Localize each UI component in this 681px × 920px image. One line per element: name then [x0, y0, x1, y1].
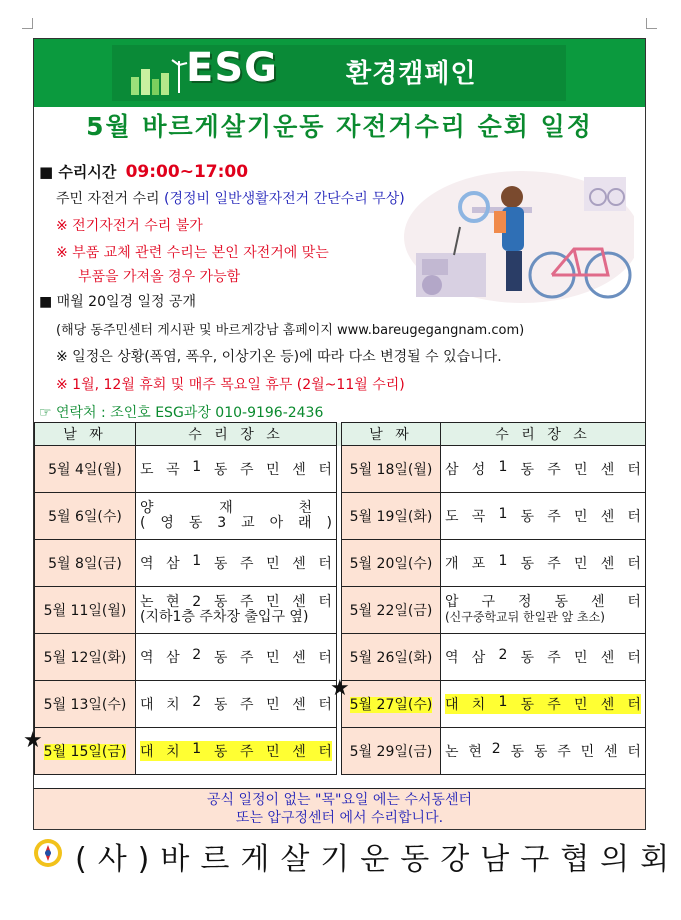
place-char: 동 [520, 650, 535, 666]
place-text [140, 595, 332, 610]
schedule-notice: ■ 매월 20일경 일정 공개 [39, 294, 197, 310]
esg-logo: ESG [186, 45, 278, 91]
change-notice: ※ 일정은 상황(폭염, 폭우, 이상기온 등)에 따라 다소 변경될 수 있습니다. [56, 349, 502, 365]
place-char: 래 [298, 515, 312, 531]
place-cell-highlighted [441, 681, 646, 728]
place-char: 1 [498, 459, 508, 475]
place-text [445, 506, 641, 526]
place-char: 2 [491, 741, 501, 757]
table-row [35, 587, 646, 634]
place-char: 동 [188, 515, 203, 531]
place-text [445, 741, 641, 761]
place-char: 동 [520, 509, 535, 525]
page-corner-mark [646, 18, 657, 29]
place-char: 역 [140, 650, 154, 666]
place-char: 동 [213, 650, 228, 666]
place-char: 압 [445, 594, 459, 610]
note-parts-line1: ※ 부품 교체 관련 수리는 본인 자전거에 맞는 [56, 245, 329, 261]
place-char: 센 [600, 697, 615, 713]
place-char: 성 [471, 462, 486, 478]
place-char: 대 [140, 744, 154, 760]
place-char: 주 [239, 744, 254, 760]
footer-line1: 공식 일정이 없는 "목"요일 에는 수서동센터 [206, 792, 473, 808]
date-cell: 5월 4일(월) [35, 446, 136, 493]
place-char: 센 [604, 744, 618, 760]
place-cell [136, 681, 337, 728]
place-sub-text: (지하1층 주차장 출입구 옆) [140, 609, 309, 625]
star-icon: ★ [330, 676, 350, 701]
place-char: 주 [547, 509, 561, 525]
place-char: 터 [318, 697, 332, 713]
place-sub-text: (신구중학교뒤 한일관 앞 초소) [445, 610, 605, 624]
place-char: 곡 [166, 462, 180, 478]
date-cell-highlighted [35, 728, 136, 775]
place-cell [136, 540, 337, 587]
esg-banner [34, 39, 645, 107]
note-parts-line2: 부품을 가져올 경우 가능함 [78, 269, 241, 285]
place-char: 센 [600, 650, 615, 666]
service-detail: (경정비 일반생활자전거 간단수리 무상) [164, 191, 405, 207]
place-char: 치 [166, 697, 180, 713]
page-corner-mark [22, 18, 33, 29]
place-char: 주 [557, 744, 571, 760]
place-char: 주 [239, 556, 254, 572]
header-place-left: 수 리 장 소 [136, 423, 337, 446]
place-char: 삼 [166, 556, 180, 572]
place-char: 교 [241, 515, 255, 531]
place-char: 터 [627, 650, 641, 666]
header-date-right: 날 짜 [342, 423, 441, 446]
repair-hours-label [39, 161, 248, 182]
place-cell [441, 446, 646, 493]
place-char: 민 [573, 556, 588, 572]
place-char: 터 [318, 556, 332, 572]
place-char: 센 [590, 594, 605, 610]
footer-line2: 또는 압구정센터 에서 수리합니다. [235, 810, 444, 826]
date-cell: 5월 12일(화) [35, 634, 136, 681]
place-char: 민 [573, 462, 588, 478]
place-char: 치 [471, 697, 486, 713]
place-char: 1 [498, 694, 508, 710]
place-text [140, 459, 332, 479]
place-char: 2 [498, 647, 508, 663]
date-cell: 5월 6일(수) [35, 493, 136, 540]
place-cell [441, 634, 646, 681]
place-char: 터 [318, 744, 332, 760]
place-char: 동 [520, 462, 535, 478]
place-char: 정 [517, 594, 532, 610]
place-char: 주 [239, 594, 254, 610]
place-char: 주 [239, 697, 254, 713]
place-cell [441, 587, 646, 634]
place-char: 터 [627, 594, 641, 610]
table-row [35, 493, 646, 540]
table-row [35, 446, 646, 493]
place-char: 민 [266, 744, 280, 760]
place-char: 센 [292, 744, 306, 760]
date-cell-highlighted [342, 681, 441, 728]
place-text [445, 647, 641, 667]
place-char: 동 [213, 556, 228, 572]
place-char: 1 [192, 741, 202, 757]
note-electric-bike: ※ 전기자전거 수리 불가 [56, 218, 203, 234]
place-char: 센 [600, 509, 615, 525]
place-char: 민 [266, 594, 280, 610]
place-char: 치 [166, 744, 180, 760]
table-row [35, 540, 646, 587]
holiday-notice: ※ 1월, 12월 휴회 및 매주 목요일 휴무 (2월~11월 수리) [56, 377, 405, 393]
place-text [140, 501, 332, 516]
place-char: 현 [166, 594, 180, 610]
place-char: 주 [547, 650, 561, 666]
place-text [140, 694, 332, 714]
place-cell [136, 587, 337, 634]
place-sub-text [140, 516, 332, 531]
place-char: 양 [140, 500, 154, 516]
page-title: 5월 바르게살기운동 자전거수리 순회 일정 [86, 112, 593, 141]
place-char: 민 [266, 462, 280, 478]
document-page [33, 38, 646, 830]
organization-emblem-icon [33, 838, 63, 868]
place-char: 동 [213, 594, 228, 610]
place-char: 아 [269, 515, 284, 531]
place-char: 주 [239, 462, 254, 478]
place-char: 3 [217, 515, 227, 531]
place-char: 터 [627, 556, 641, 572]
service-prefix: 주민 자전거 수리 [56, 191, 160, 207]
board-notice: (해당 동주민센터 게시판 및 바르게강남 홈페이지 www.bareugegangnam.com) [56, 323, 525, 338]
place-char: 주 [547, 556, 561, 572]
place-char: 동 [213, 744, 228, 760]
place-char: 민 [573, 509, 588, 525]
place-char: 센 [292, 556, 306, 572]
date-highlight: 5월 15일(금) [43, 744, 127, 760]
place-text [140, 741, 332, 761]
place-cell [136, 634, 337, 681]
table-row [35, 728, 646, 775]
place-char: 터 [627, 697, 641, 713]
place-cell [441, 540, 646, 587]
place-char: 주 [547, 462, 561, 478]
place-char: 대 [445, 697, 459, 713]
place-char: 동 [554, 594, 568, 610]
place-char: 구 [481, 594, 496, 610]
table-row [35, 634, 646, 681]
place-char: 재 [219, 500, 233, 516]
place-char: 터 [627, 509, 641, 525]
place-text [445, 595, 641, 610]
footer-notice [34, 788, 645, 829]
hours-value: 09:00~17:00 [125, 162, 249, 182]
table-header-row [35, 423, 646, 446]
place-text [445, 553, 641, 573]
place-char: 논 [140, 594, 154, 610]
place-char: 민 [573, 650, 588, 666]
place-char: 민 [266, 697, 280, 713]
place-char: 개 [445, 556, 459, 572]
star-icon: ★ [23, 728, 43, 753]
place-char: 터 [318, 594, 332, 610]
date-cell: 5월 11일(월) [35, 587, 136, 634]
place-cell [441, 493, 646, 540]
place-char: 현 [468, 744, 482, 760]
place-char: 곡 [471, 509, 486, 525]
place-char: 1 [192, 553, 202, 569]
place-char: 센 [292, 697, 306, 713]
place-char: 센 [600, 556, 615, 572]
place-char: 삼 [166, 650, 180, 666]
place-char: 논 [445, 744, 459, 760]
header-date-left: 날 짜 [35, 423, 136, 446]
place-char: 터 [318, 462, 332, 478]
banner-title: 환경캠페인 [346, 59, 477, 89]
place-char: 도 [445, 509, 459, 525]
date-cell: 5월 20일(수) [342, 540, 441, 587]
place-text [140, 553, 332, 573]
date-cell: 5월 13일(수) [35, 681, 136, 728]
place-cell-highlighted [136, 728, 337, 775]
place-char: 1 [192, 459, 202, 475]
date-cell: 5월 26일(화) [342, 634, 441, 681]
place-char: 도 [140, 462, 154, 478]
place-char: 1 [498, 553, 508, 569]
date-cell: 5월 19일(화) [342, 493, 441, 540]
contact-info: ☞ 연락처 : 조인호 ESG과장 010-9196-2436 [39, 405, 324, 421]
place-char: 대 [140, 697, 154, 713]
place-char: 민 [580, 744, 595, 760]
place-char: 포 [471, 556, 486, 572]
hours-label: ■ 수리시간 [39, 163, 117, 181]
date-cell: 5월 18일(월) [342, 446, 441, 493]
place-char: 민 [266, 556, 280, 572]
place-char: 센 [292, 650, 306, 666]
place-char: ) [326, 515, 332, 531]
place-char: 삼 [445, 462, 459, 478]
place-char: ( [140, 515, 146, 531]
place-char: 센 [292, 594, 306, 610]
place-char: 동 [213, 462, 228, 478]
place-char: 터 [627, 462, 641, 478]
place-char: 삼 [471, 650, 486, 666]
service-line [56, 188, 405, 208]
place-char: 센 [292, 462, 306, 478]
place-cell [441, 728, 646, 775]
place-char: 2 [192, 694, 202, 710]
place-cell [136, 493, 337, 540]
schedule-table [34, 422, 646, 775]
place-char: 1 [498, 506, 508, 522]
place-char: 2 [192, 647, 202, 663]
place-char: 민 [573, 697, 588, 713]
date-highlight: 5월 27일(수) [349, 697, 433, 713]
header-place-right: 수 리 장 소 [441, 423, 646, 446]
place-char: 센 [600, 462, 615, 478]
place-char: 동 [520, 697, 535, 713]
place-char: 터 [627, 744, 641, 760]
place-char: 영 [160, 515, 174, 531]
date-cell: 5월 29일(금) [342, 728, 441, 775]
place-char: 동 [533, 744, 548, 760]
place-text [445, 694, 641, 714]
date-cell: 5월 22일(금) [342, 587, 441, 634]
place-char: 동 [213, 697, 228, 713]
place-char: 주 [547, 697, 561, 713]
place-text [140, 647, 332, 667]
organization-footer [33, 834, 681, 877]
place-char: 민 [266, 650, 280, 666]
place-char: 터 [318, 650, 332, 666]
place-char: 역 [445, 650, 459, 666]
organization-name: (사)바르게살기운동강남구협의회 [75, 842, 681, 877]
place-char: 천 [298, 500, 312, 516]
place-char: 동 [520, 556, 535, 572]
place-char: 동 [510, 744, 525, 760]
place-char: 주 [239, 650, 254, 666]
date-cell: 5월 8일(금) [35, 540, 136, 587]
place-char: 2 [192, 594, 202, 610]
bicycle-repair-illustration [402, 167, 634, 307]
place-char: 역 [140, 556, 154, 572]
place-text [445, 459, 641, 479]
place-cell [136, 446, 337, 493]
